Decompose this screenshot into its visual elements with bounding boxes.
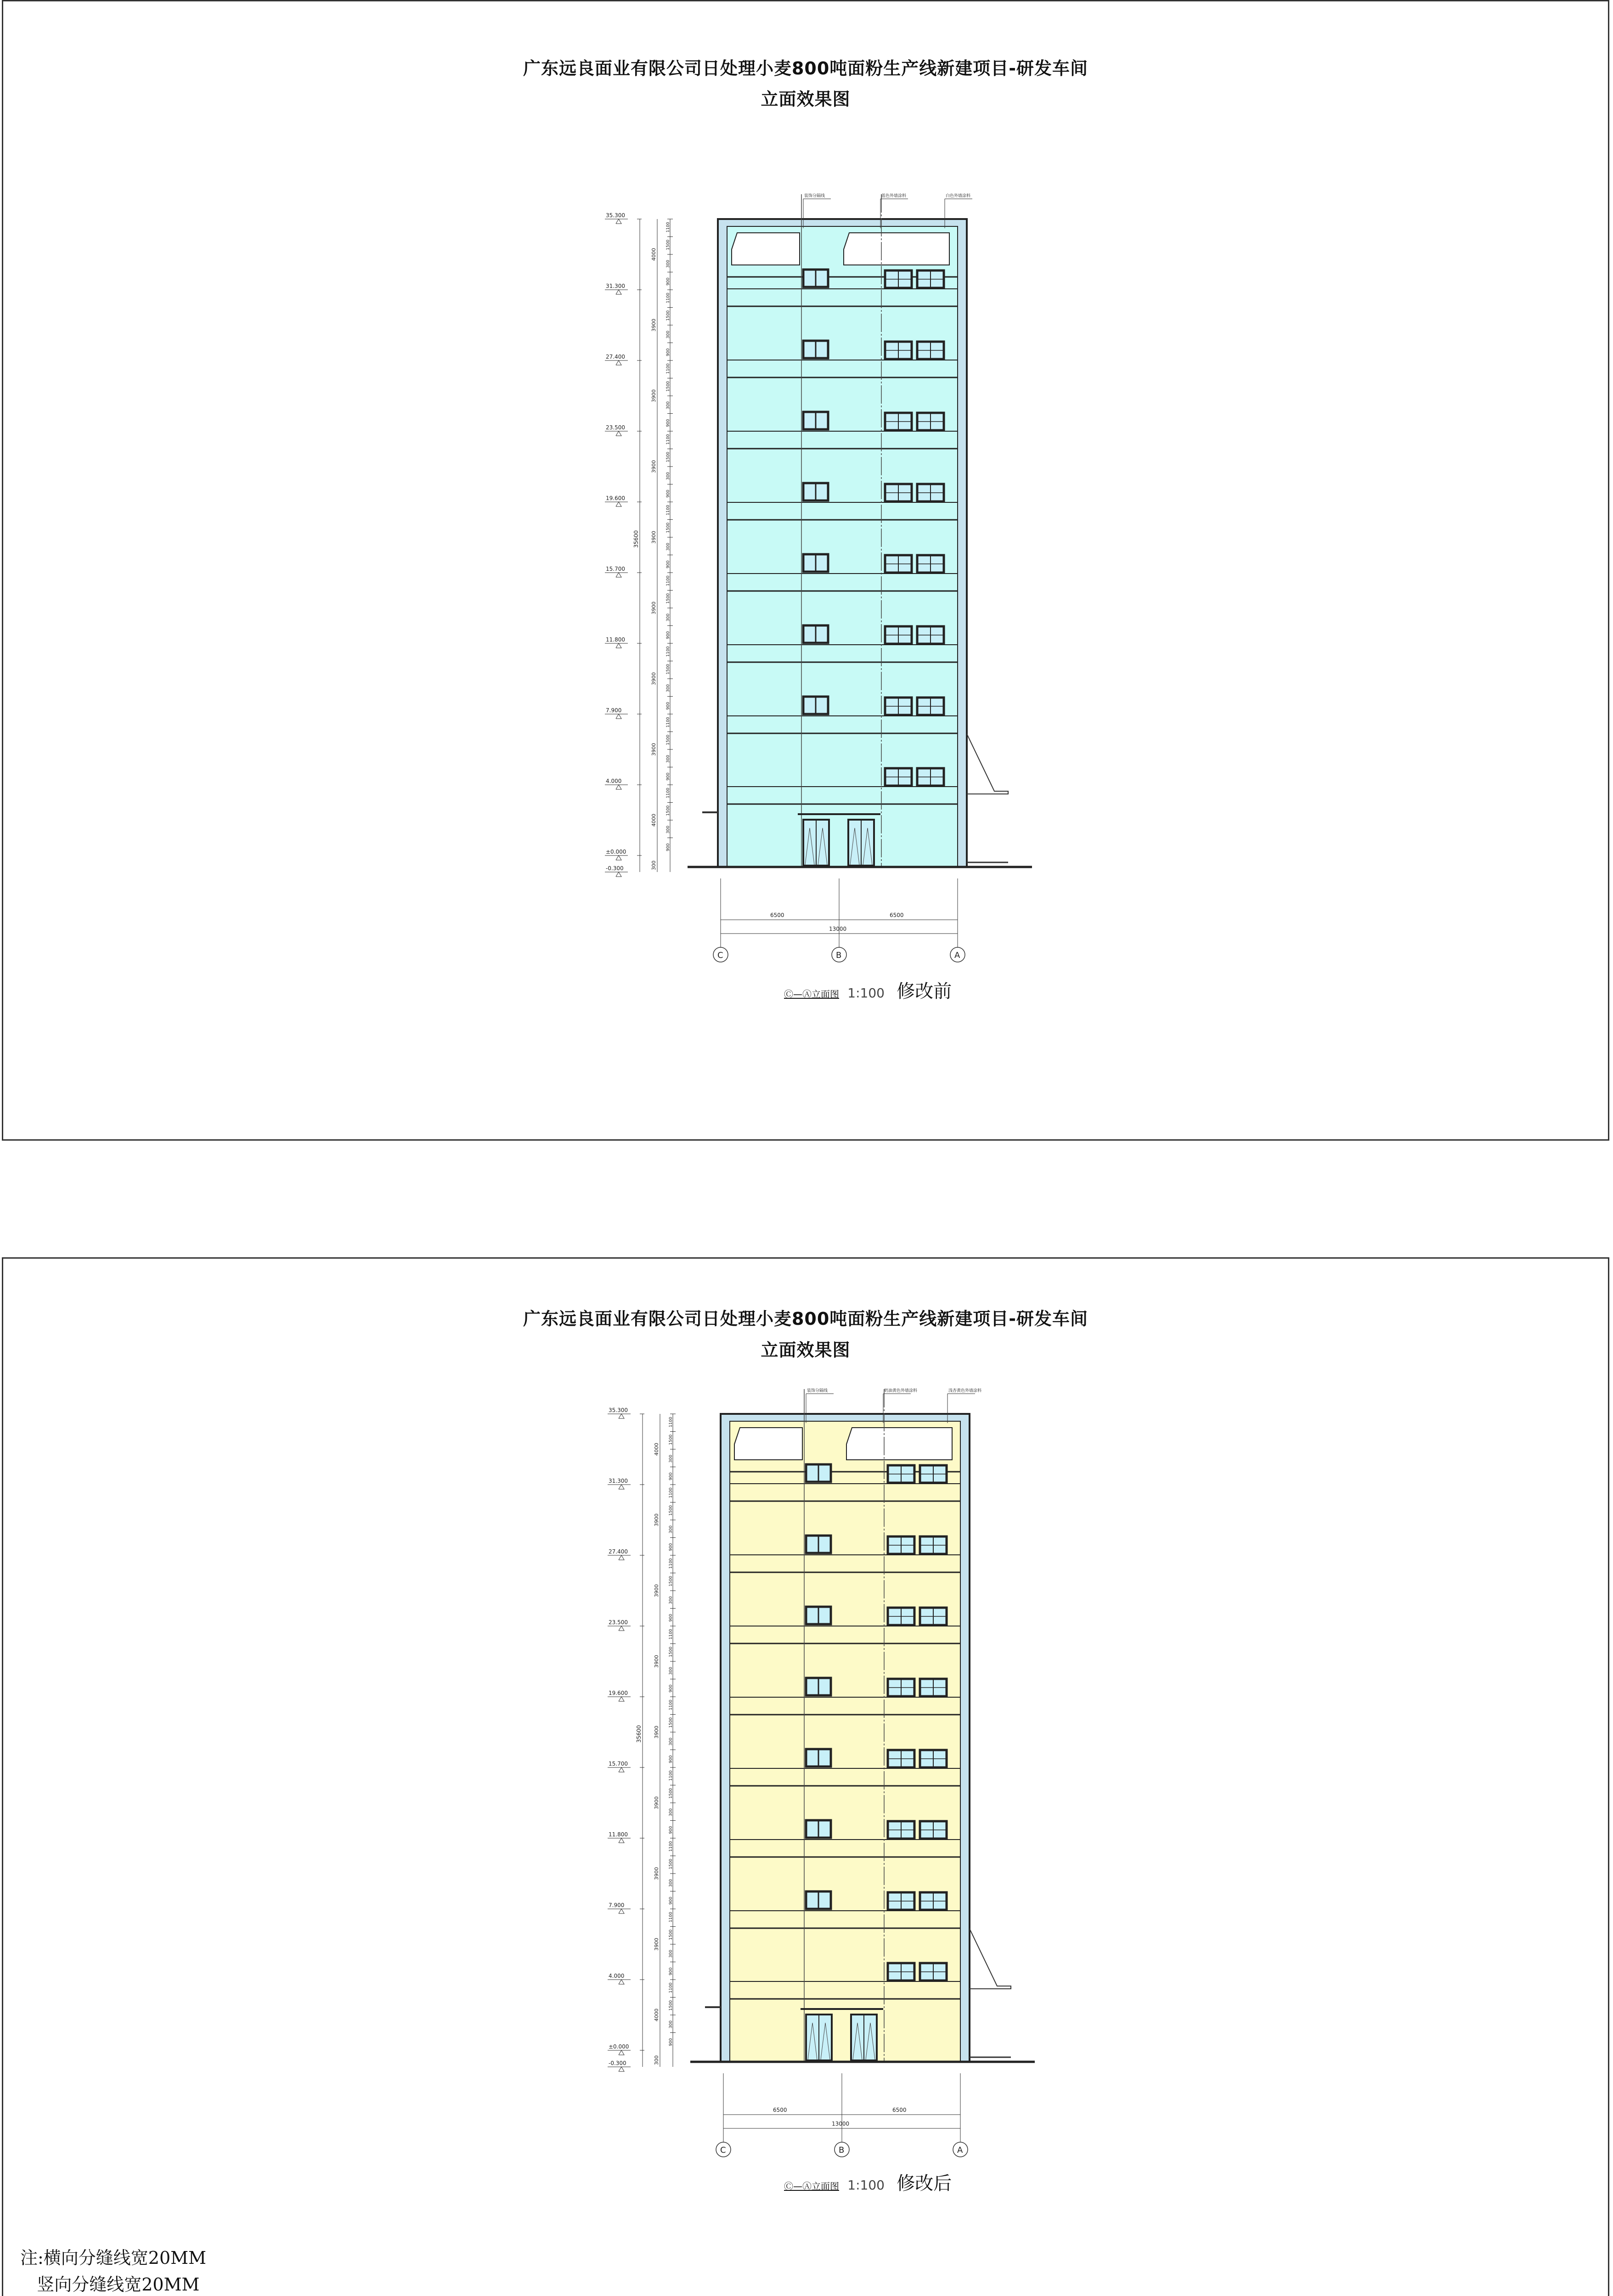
bay-width-label: 6500 (773, 2107, 787, 2113)
storey-dim-label: 3900 (654, 1796, 660, 1809)
storey-dim-label: 3900 (651, 319, 657, 332)
sub-dim-label: 1500 (669, 1505, 673, 1516)
sub-dim-label: 300 (669, 1879, 673, 1887)
level-marker (616, 502, 621, 506)
storey-dim-label: 4000 (654, 2009, 660, 2021)
side-canopy (967, 734, 1008, 794)
drawing-sheet-before (2, 0, 1609, 1141)
sub-dim-label: 1500 (669, 1434, 673, 1445)
total-height-dim: 35600 (636, 1725, 642, 1743)
leader-label: 装饰分隔线 (804, 194, 825, 198)
sub-dim-label: 300 (666, 401, 671, 410)
storey-dim-label: 3900 (651, 672, 657, 685)
leader-label: 浅杏黄色外墙涂料 (948, 1389, 982, 1393)
drawing-scale: 1:100 (847, 985, 885, 1001)
sub-dim-label: 300 (666, 260, 671, 268)
level-label: 19.600 (609, 1690, 628, 1696)
sub-dim-label: 900 (666, 419, 671, 427)
level-label: 35.300 (606, 212, 625, 219)
sub-dim-label: 300 (669, 1525, 673, 1534)
sub-dim-label: 1100 (666, 505, 671, 516)
level-label: 4.000 (609, 1973, 625, 1979)
sub-dim-label: 900 (666, 631, 671, 639)
sheet-title: 广东远良面业有限公司日处理小麦800吨面粉生产线新建项目-研发车间 (523, 58, 1088, 79)
storey-dim-label: 3900 (654, 1726, 660, 1739)
sub-dim-label: 300 (669, 2020, 673, 2029)
sub-dim-label: 1100 (669, 1417, 673, 1428)
total-width-label: 13000 (832, 2121, 850, 2127)
sub-dim-label: 1500 (669, 1646, 673, 1657)
bay-width-label: 6500 (770, 912, 784, 918)
drawing-caption (784, 977, 952, 1003)
sub-dim-label: 300 (669, 1667, 673, 1675)
storey-dim-label: 3900 (651, 389, 657, 402)
level-marker (616, 643, 621, 648)
grid-axis-label: B (839, 2145, 845, 2155)
storey-dim-label: 3900 (651, 531, 657, 544)
level-marker (616, 219, 621, 224)
level-marker (619, 1980, 624, 1984)
sub-dim-label: 1500 (666, 593, 671, 604)
sub-dim-label: 1500 (666, 664, 671, 675)
grid-axis-label: C (717, 951, 723, 960)
sub-dim-label: 300 (666, 755, 671, 763)
level-marker (619, 1697, 624, 1701)
storey-dim-label: 3900 (654, 1584, 660, 1597)
sub-dim-label: 1500 (669, 1788, 673, 1799)
level-label: 19.600 (606, 495, 625, 501)
sub-dim-label: 900 (669, 1967, 673, 1975)
sub-dim-label: 1100 (669, 1558, 673, 1569)
storey-dim-label: 3900 (651, 460, 657, 473)
storey-dim-label: 3900 (654, 1938, 660, 1951)
level-label: 11.800 (609, 1831, 628, 1838)
sub-dim-label: 900 (669, 1614, 673, 1622)
sub-dim-label: 1100 (666, 646, 671, 657)
leader-label: 装饰分隔线 (807, 1389, 828, 1393)
level-label: 23.500 (606, 424, 625, 431)
level-marker (619, 1838, 624, 1843)
level-label: 35.300 (609, 1407, 628, 1413)
sub-dim-label: 900 (669, 1684, 673, 1693)
level-label: 7.900 (606, 707, 622, 714)
level-label: 15.700 (609, 1761, 628, 1767)
level-marker (616, 360, 621, 365)
sub-dim-label: 1500 (666, 522, 671, 533)
level-marker (616, 872, 621, 877)
sub-dim-label: 300 (666, 543, 671, 551)
grid-axis-label: B (836, 951, 842, 960)
view-code: Ⓒ—Ⓐ立面图 (784, 989, 839, 1000)
parapet-panel (732, 233, 800, 265)
level-marker (616, 785, 621, 789)
sub-dim-label: 900 (666, 560, 671, 568)
storey-dim-label: 4000 (651, 248, 657, 261)
sub-dim-label: 1100 (669, 1487, 673, 1498)
total-height-dim: 35600 (633, 530, 639, 548)
level-label: -0.300 (609, 2060, 626, 2066)
level-label: 11.800 (606, 636, 625, 643)
storey-dim-label: 4000 (654, 1443, 660, 1456)
sheet-subtitle: 立面效果图 (761, 89, 851, 109)
level-marker (619, 1626, 624, 1631)
sub-dim-label: 1500 (666, 239, 671, 250)
drawing-scale: 1:100 (847, 2178, 885, 2193)
drawing-caption (784, 2169, 952, 2195)
sub-dim-label: 1100 (669, 1770, 673, 1781)
sub-dim-label: 300 (669, 1596, 673, 1604)
parapet-panel (846, 1428, 952, 1460)
sub-dim-label: 1500 (669, 2000, 673, 2011)
sub-dim-label: 1500 (666, 805, 671, 816)
level-label: 4.000 (606, 778, 622, 784)
sub-dim-label: 1500 (669, 1929, 673, 1940)
sub-dim-label: 1100 (666, 363, 671, 374)
sub-dim-label: 1500 (666, 451, 671, 462)
sub-dim-label: 1100 (666, 293, 671, 304)
level-label: ±0.000 (609, 2043, 629, 2050)
sub-dim-label: 1500 (666, 734, 671, 745)
sub-dim-label: 300 (666, 826, 671, 834)
level-marker (619, 1485, 624, 1489)
view-code: Ⓒ—Ⓐ立面图 (784, 2181, 839, 2192)
leader-label: 奶油黄色外墙涂料 (884, 1389, 918, 1393)
sub-dim-label: 1100 (669, 1699, 673, 1711)
side-canopy (970, 1929, 1011, 1989)
sub-dim-label: 1500 (666, 310, 671, 321)
grid-axis-label: C (720, 2145, 726, 2155)
sub-dim-label: 900 (669, 2038, 673, 2046)
sub-dim-label: 900 (666, 772, 671, 781)
level-marker (619, 1767, 624, 1772)
total-width-label: 13000 (829, 926, 847, 932)
sub-dim-label: 300 (666, 684, 671, 692)
sheet-subtitle: 立面效果图 (761, 1340, 851, 1360)
sub-dim-label: 1100 (666, 222, 671, 233)
level-marker (619, 1414, 624, 1418)
sub-dim-label: 1100 (669, 1982, 673, 1993)
sub-dim-label: 300 (669, 1738, 673, 1746)
level-marker (616, 431, 621, 436)
level-marker (619, 1909, 624, 1913)
elevation-drawing (596, 176, 1046, 975)
revision-state: 修改后 (897, 2173, 952, 2194)
level-label: 27.400 (606, 354, 625, 360)
sub-dim-label: 1100 (666, 434, 671, 445)
storey-dim-label: 3900 (654, 1514, 660, 1526)
sub-dim-label: 1500 (669, 1858, 673, 1869)
bay-width-label: 6500 (890, 912, 904, 918)
sub-dim-label: 300 (669, 1950, 673, 1958)
level-label: 23.500 (609, 1619, 628, 1626)
storey-dim-label: 3900 (651, 602, 657, 614)
level-label: 15.700 (606, 566, 625, 572)
level-marker (619, 2050, 624, 2055)
sub-dim-label: 1100 (666, 788, 671, 799)
sub-dim-label: 1100 (669, 1912, 673, 1923)
elevation-drawing (598, 1371, 1049, 2170)
sub-dim-label: 900 (666, 277, 671, 286)
level-label: 7.900 (609, 1902, 625, 1908)
storey-dim-label: 300 (654, 2055, 660, 2065)
general-notes (20, 2245, 462, 2296)
sub-dim-label: 1100 (669, 1841, 673, 1852)
sub-dim-label: 300 (666, 331, 671, 339)
level-label: ±0.000 (606, 849, 626, 855)
grid-axis-label: A (957, 2145, 963, 2155)
sub-dim-label: 900 (666, 843, 671, 851)
drawing-sheet-after (2, 1257, 1609, 2296)
bay-width-label: 6500 (892, 2107, 907, 2113)
leader-label: 蓝色外墙涂料 (881, 194, 907, 198)
level-marker (616, 714, 621, 719)
sub-dim-label: 900 (669, 1755, 673, 1763)
level-marker (616, 290, 621, 294)
storey-dim-label: 300 (651, 861, 657, 870)
sheet-title: 广东远良面业有限公司日处理小麦800吨面粉生产线新建项目-研发车间 (523, 1309, 1088, 1329)
storey-dim-label: 3900 (651, 743, 657, 756)
level-marker (616, 573, 621, 577)
sub-dim-label: 900 (669, 1896, 673, 1905)
sub-dim-label: 300 (666, 613, 671, 622)
sub-dim-label: 1100 (666, 717, 671, 728)
level-marker (619, 1555, 624, 1560)
level-label: 27.400 (609, 1548, 628, 1555)
sub-dim-label: 1100 (669, 1629, 673, 1640)
sub-dim-label: 1500 (669, 1717, 673, 1728)
note-line: 竖向分缝线宽20MM (20, 2274, 200, 2295)
parapet-panel (734, 1428, 802, 1460)
sub-dim-label: 900 (669, 1543, 673, 1551)
sub-dim-label: 900 (669, 1826, 673, 1834)
sub-dim-label: 1100 (666, 575, 671, 586)
sub-dim-label: 900 (666, 490, 671, 498)
sub-dim-label: 1500 (666, 381, 671, 392)
storey-dim-label: 3900 (654, 1655, 660, 1668)
level-label: 31.300 (609, 1478, 628, 1484)
level-marker (616, 855, 621, 860)
storey-dim-label: 3900 (654, 1867, 660, 1880)
level-label: 31.300 (606, 283, 625, 289)
sub-dim-label: 900 (669, 1472, 673, 1480)
storey-dim-label: 4000 (651, 814, 657, 827)
level-label: -0.300 (606, 865, 624, 872)
sub-dim-label: 1500 (669, 1576, 673, 1587)
grid-axis-label: A (954, 951, 960, 960)
sub-dim-label: 300 (669, 1808, 673, 1817)
sub-dim-label: 300 (666, 472, 671, 480)
level-marker (619, 2067, 624, 2071)
parapet-panel (844, 233, 949, 265)
revision-state: 修改前 (897, 981, 952, 1002)
leader-label: 白色外墙涂料 (946, 194, 971, 198)
sub-dim-label: 900 (666, 348, 671, 356)
note-line: 注:横向分缝线宽20MM (20, 2248, 206, 2268)
sub-dim-label: 300 (669, 1455, 673, 1463)
sub-dim-label: 900 (666, 702, 671, 710)
